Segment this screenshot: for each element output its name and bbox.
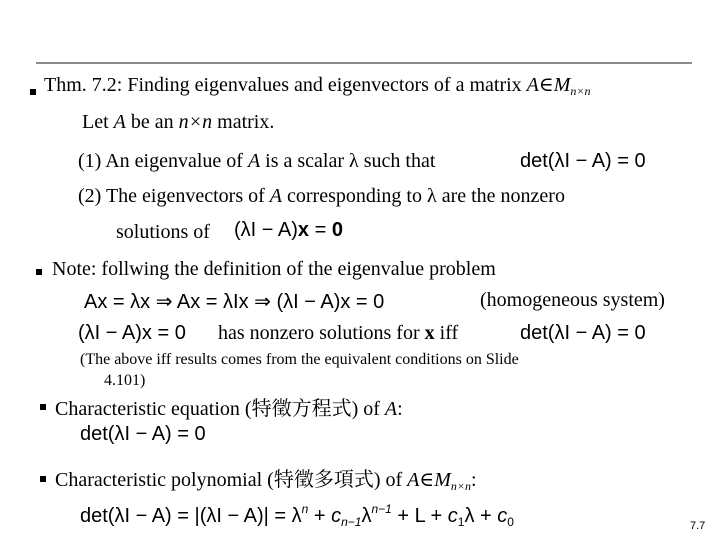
iff-text: iff xyxy=(434,322,459,344)
item2-text-2: corresponding to xyxy=(282,185,427,207)
let-text-3: matrix. xyxy=(212,111,275,133)
matrix-a: A xyxy=(526,74,539,96)
matrix-a: A xyxy=(269,185,282,207)
poly-exp-n: n xyxy=(301,502,309,516)
matrix-size-subscript: n×n xyxy=(450,479,471,493)
poly-coef-sub: 0 xyxy=(507,515,514,529)
matrix-a: A xyxy=(407,469,420,491)
poly-ellipsis: + L + xyxy=(391,505,448,527)
poly-coef-c: c xyxy=(497,505,508,527)
vector-x: x xyxy=(424,322,435,344)
poly-plus: + xyxy=(474,505,498,527)
theorem-text: Thm. 7.2: Finding eigenvalues and eigenvectors of a matrix xyxy=(44,74,527,96)
poly-lambda: λ xyxy=(361,505,372,527)
lambda-symbol: λ xyxy=(426,185,437,207)
matrix-space-m: M xyxy=(553,74,571,96)
eq-lhs: (λI − A) xyxy=(234,219,298,241)
nonzero-text: has nonzero solutions for xyxy=(218,322,425,344)
eq-eigen-chain: Ax = λx ⇒ Ax = λIx ⇒ (λI − A)x = 0 xyxy=(84,291,385,313)
item2-text-3: are the nonzero xyxy=(436,185,565,207)
eq-equals: = xyxy=(309,219,332,241)
size-n-by-n: n×n xyxy=(178,111,213,133)
item-eigenvector xyxy=(78,185,565,208)
item-eigenvalue xyxy=(78,150,435,173)
char-eq-text-2: ) of xyxy=(351,398,385,420)
item1-text: (1) An eigenvalue of xyxy=(78,150,248,172)
bullet-theorem xyxy=(30,89,36,95)
char-poly-chinese: 特徵多項式 xyxy=(273,469,374,491)
bullet-char-polynomial xyxy=(40,476,46,482)
lambda-symbol: λ xyxy=(349,150,359,172)
poly-det: det(λI − A) = xyxy=(80,505,195,527)
matrix-a: A xyxy=(113,111,126,133)
zero-vector: 0 xyxy=(331,219,343,241)
char-eq-chinese: 特徵方程式 xyxy=(251,398,352,420)
poly-coef-c: c xyxy=(447,505,458,527)
matrix-a: A xyxy=(384,398,398,420)
char-polynomial-heading xyxy=(55,463,477,494)
poly-coef-c: c xyxy=(331,505,342,527)
poly-coef-sub: 1 xyxy=(457,515,465,529)
let-line xyxy=(82,111,274,134)
element-of-symbol: ∈ xyxy=(538,74,554,96)
poly-abs-det: |(λI − A)| xyxy=(194,505,269,527)
let-text-2: be an xyxy=(125,111,179,133)
title-divider xyxy=(36,62,692,64)
eq-characteristic-equation: det(λI − A) = 0 xyxy=(80,423,206,445)
matrix-a: A xyxy=(247,150,261,172)
homogeneous-system-label: (homogeneous system) xyxy=(480,289,665,311)
eq-homogeneous-system-1 xyxy=(234,219,343,242)
bullet-note xyxy=(36,269,42,275)
item1-text-2: is a scalar xyxy=(260,150,350,172)
matrix-space-m: M xyxy=(434,469,451,491)
element-of-symbol: ∈ xyxy=(419,469,435,491)
slide-number: 7.7 xyxy=(690,520,706,532)
solutions-of-label: solutions of xyxy=(116,221,210,243)
poly-coef-sub: n−1 xyxy=(341,515,362,529)
poly-exp: n−1 xyxy=(371,502,392,516)
bullet-char-equation xyxy=(40,404,46,410)
poly-equals: = xyxy=(268,505,292,527)
eq-homogeneous-system-2: (λI − A)x = 0 xyxy=(78,322,186,344)
poly-lambda: λ xyxy=(464,505,475,527)
nonzero-solutions-text xyxy=(218,322,458,345)
char-poly-colon: : xyxy=(470,469,477,491)
remark-line-2: 4.101) xyxy=(104,372,146,389)
remark-line-1: (The above iff results comes from the equivalent conditions on Slide xyxy=(80,351,519,368)
eq-det-zero-2: det(λI − A) = 0 xyxy=(520,322,646,344)
let-text: Let xyxy=(82,111,114,133)
eq-characteristic-polynomial xyxy=(80,502,514,529)
char-eq-colon: : xyxy=(397,398,403,420)
theorem-heading xyxy=(44,72,590,99)
eq-det-zero-1: det(λI − A) = 0 xyxy=(520,150,646,172)
poly-lambda: λ xyxy=(291,505,302,527)
char-poly-text: Characteristic polynomial ( xyxy=(55,469,274,491)
char-equation-heading xyxy=(55,392,403,421)
char-eq-text: Characteristic equation ( xyxy=(55,398,252,420)
item1-text-3: such that xyxy=(358,150,436,172)
item2-text: (2) The eigenvectors of xyxy=(78,185,270,207)
note-text: Note: follwing the definition of the eigenvalue problem xyxy=(52,258,496,280)
char-poly-text-2: ) of xyxy=(373,469,408,491)
matrix-size-subscript: n×n xyxy=(570,84,591,98)
vector-x: x xyxy=(297,219,310,241)
poly-plus: + xyxy=(308,505,332,527)
